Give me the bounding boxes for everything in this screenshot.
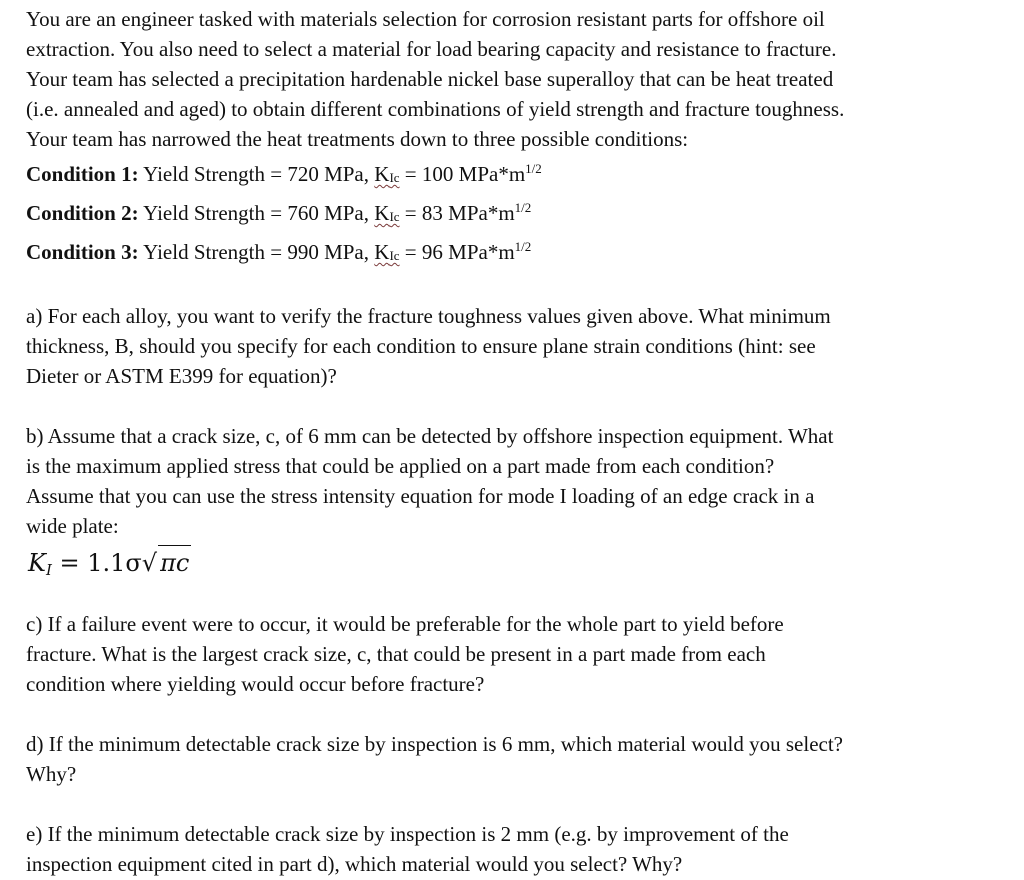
kic-symbol: KIc [374,201,400,225]
kic-value: = 83 MPa*m [399,201,515,225]
intro-line: Your team has narrowed the heat treatments down to three possible conditions: [26,127,689,151]
question-line: c) If a failure event were to occur, it would be preferable for the whole part to yield before [26,612,784,636]
kic-value: = 100 MPa*m [399,162,526,186]
exponent: 1/2 [525,161,542,176]
intro-line: Your team has selected a precipitation hardenable nickel base superalloy that can be heat treated [26,67,834,91]
condition-label: Condition 1: [26,162,139,186]
question-line: Assume that you can use the stress intensity equation for mode I loading of an edge crack in a [26,484,815,508]
conditions-list [26,154,1001,271]
question-line: Dieter or ASTM E399 for equation)? [26,364,337,388]
question-line: thickness, B, should you specify for each condition to ensure plane strain conditions (hint: see [26,334,816,358]
question-line: wide plate: [26,514,119,538]
stress-intensity-equation: $K_I = 1.1\sigma√$ πc [26,545,1001,587]
question-line: b) Assume that a crack size, c, of 6 mm can be detected by offshore inspection equipment. What [26,424,834,448]
problem-document [26,4,1001,879]
question-c [26,609,1001,699]
intro-line: You are an engineer tasked with materials selection for corrosion resistant parts for offshore oil [26,7,825,31]
question-line: d) If the minimum detectable crack size by inspection is 6 mm, which material would you select? [26,732,844,756]
question-line: Why? [26,762,77,786]
condition-2 [26,193,1001,232]
yield-strength-text: Yield Strength = 720 MPa, [138,162,375,186]
question-line: fracture. What is the largest crack size, c, that could be present in a part made from each [26,642,766,666]
question-line: e) If the minimum detectable crack size by inspection is 2 mm (e.g. by improvement of the [26,822,789,846]
exponent: 1/2 [514,239,532,254]
condition-label: Condition 3: [26,240,139,264]
intro-line: extraction. You also need to select a material for load bearing capacity and resistance to fracture. [26,37,837,61]
question-a [26,301,1001,391]
kic-symbol: KIc [374,162,400,186]
question-e [26,819,1001,879]
radicand: πc [158,545,191,580]
exponent: 1/2 [514,200,532,215]
condition-1 [26,154,1001,193]
kic-symbol: KIc [374,240,400,264]
intro-paragraph [26,4,1001,154]
question-line: inspection equipment cited in part d), which material would you select? Why? [26,852,683,876]
question-line: condition where yielding would occur before fracture? [26,672,485,696]
yield-strength-text: Yield Strength = 990 MPa, [138,240,375,264]
condition-label: Condition 2: [26,201,139,225]
kic-value: = 96 MPa*m [399,240,515,264]
question-b [26,421,1001,587]
question-line: a) For each alloy, you want to verify the fracture toughness values given above. What minimum [26,304,831,328]
yield-strength-text: Yield Strength = 760 MPa, [138,201,375,225]
condition-3 [26,232,1001,271]
sqrt-sign: √ [141,549,158,577]
question-line: is the maximum applied stress that could be applied on a part made from each condition? [26,454,775,478]
intro-line: (i.e. annealed and aged) to obtain different combinations of yield strength and fracture toughness. [26,97,845,121]
question-d [26,729,1001,789]
